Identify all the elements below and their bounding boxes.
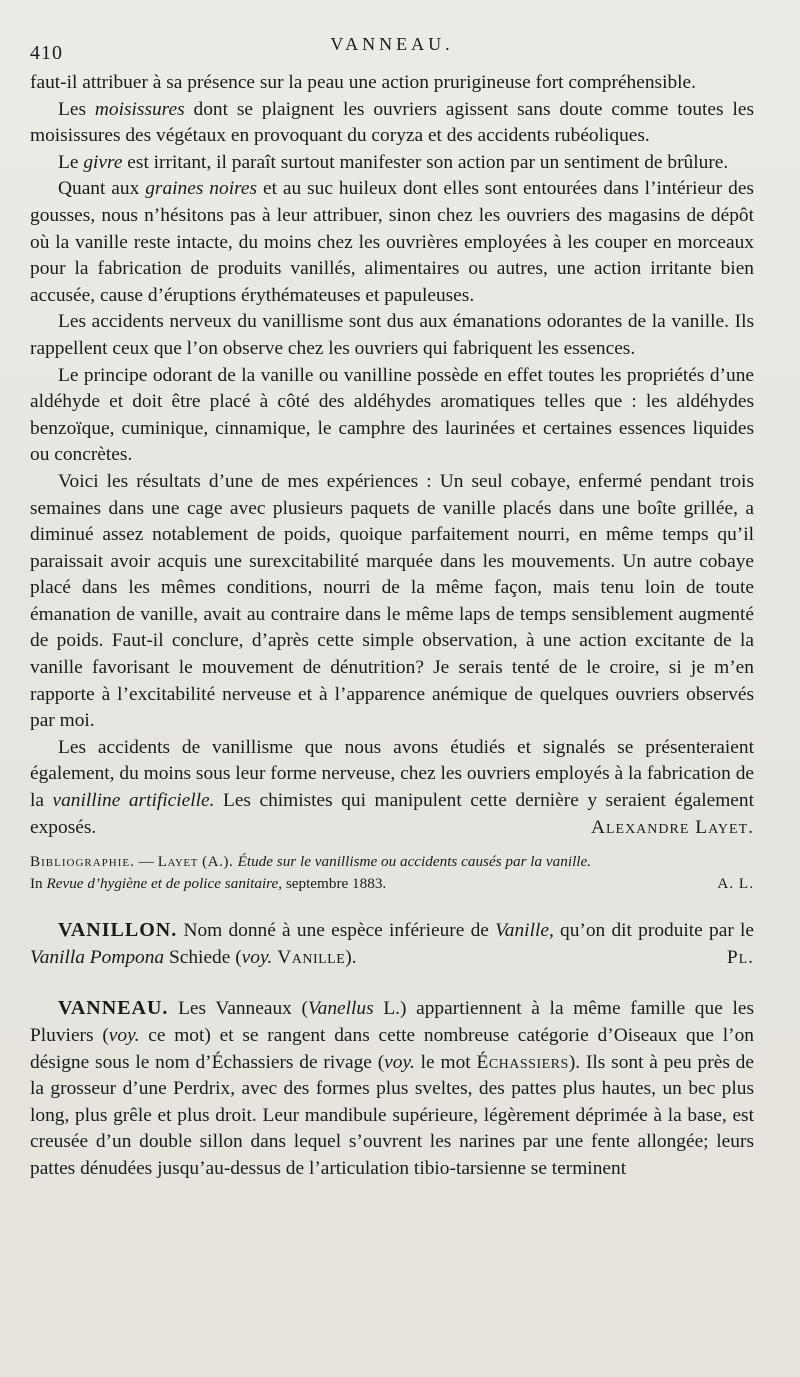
- term-vanille: Vanille,: [495, 920, 554, 942]
- term-vanilline-artificielle: vanilline artificielle.: [52, 790, 215, 812]
- text-run: Schiede (: [164, 946, 242, 968]
- bibliography: [30, 851, 754, 895]
- bibliography-initials: A. L.: [717, 875, 754, 893]
- entry-vanillon: [30, 917, 754, 971]
- paragraph-text: faut-il attribuer à sa présence sur la peau une action prurigineuse fort compréhensible.: [30, 72, 697, 93]
- text-run: ce mot) et se rangent dans cette nombreuse catégorie d’Oiseaux que l’on désigne sous le nom d’Échassiers de rivage (: [30, 1025, 754, 1073]
- term-voy: voy.: [384, 1051, 415, 1073]
- text-run: Nom donné à une espèce inférieure de: [177, 920, 496, 942]
- paragraph-accidents-nerveux: Les accidents nerveux du vanillisme sont dus aux émanations odorantes de la vanille. Ils rappellent ceux que l’on observe chez les ouvriers qui fabriquent les essences.: [30, 311, 754, 359]
- paragraph-experiences: Voici les résultats d’une de mes expériences : Un seul cobaye, enfermé pendant trois semaines dans une cage avec plusieurs paquets de vanille placés dans une boîte grillée, a diminué assez notablement de poids, quoique parfaitement nourri, en même temps qu’il paraissait avoir acquis une surexcitabilité marquée dans les mouvements. Un autre cobaye placé dans les mêmes conditions, nourri de la même façon, mais tenu loin de toute émanation de vanille, avait au contraire dans le même laps de temps sensiblement augmenté de poids. Faut-il conclure, d’après cette simple observation, à une action excitante de la vanille favorisant le mouvement de dénutrition? Je serais tenté de le croire, si je m’en rapporte à l’excitabilité nerveuse et à l’apparence anémique de quelques ouvriers observés par moi.: [30, 470, 754, 732]
- bibliography-label: Bibliographie.: [30, 853, 135, 871]
- text-run: est irritant, il paraît surtout manifester son action par un sentiment de brûlure.: [122, 151, 729, 173]
- paragraph-continuation: [30, 70, 754, 97]
- headword-vanneau: VANNEAU.: [58, 997, 169, 1020]
- author-signature: Alexandre Layet.: [590, 816, 754, 838]
- text-run: Le: [58, 151, 84, 173]
- text-run: ). Ils sont à peu près de la grosseur d’une Perdrix, avec des formes plus sveltes, des pattes plus hautes, un bec plus long, plus grêle et plus droit. Leur mandibule supérieure, légèrement déprimée à la base, est creusée d’un double sillon dans lequel s’ouvrent les narines par une fente allongée; leurs pattes dénudées jusqu’au-dessus de l’articulation tibio-tarsienne se terminent: [30, 1051, 754, 1179]
- text-run: dont se plaignent les ouvriers agissent sans doute comme toutes les moisissures des végétaux en provoquant du coryza et des accidents rubéoliques.: [30, 98, 754, 147]
- paragraph-moisissures: [30, 97, 754, 150]
- paragraph-vanilline: [30, 735, 754, 841]
- bibliography-title: Étude sur le vanillisme ou accidents causés par la vanille.: [237, 853, 592, 871]
- bibliography-journal: Revue d’hygiène et de police sanitaire: [46, 875, 279, 893]
- term-vanellus: Vanellus: [307, 998, 374, 1020]
- text-run: et au suc huileux dont elles sont entourées dans l’intérieur des gousses, nous n’hésitons pas à leur attribuer, sinon chez les ouvriers des magasins de dépôt où la vanille reste intacte, du moins chez les ouvrières employées à les couper en morceaux pour la fabrication de produits vanillés, alimentaires ou autres, une action irritante bien accusée, cause d’éruptions érythémateuses et papuleuses.: [30, 178, 754, 306]
- entry-author: Pl.: [726, 946, 754, 968]
- paragraph-principe-odorant: Le principe odorant de la vanille ou vanilline possède en effet toutes les propriétés d’une aldéhyde et doit être placé à côté des aldéhydes aromatiques telles que : les aldéhydes benzoïque, cuminique, cinnamique, le camphre des laurinées et certaines essences liquides ou concrètes.: [30, 364, 754, 466]
- text-run: Les: [58, 98, 95, 120]
- cross-reference-echassiers: Échassiers: [476, 1051, 569, 1073]
- headword-vanillon: VANILLON.: [58, 919, 178, 942]
- bibliography-date: , septembre 1883.: [278, 875, 387, 893]
- text-run: —: [134, 853, 158, 871]
- running-title: VANNEAU.: [330, 34, 454, 54]
- term-graines-noires: graines noires: [145, 178, 258, 200]
- text-run: Les chimistes qui manipulent cette dernière y seraient également exposés.: [30, 790, 754, 838]
- text-run: qu’on dit produite par le: [553, 920, 754, 942]
- text-run: In: [30, 875, 47, 893]
- term-moisissures: moisissures: [94, 98, 185, 120]
- article-body: [30, 70, 754, 841]
- text-run: le mot: [414, 1051, 477, 1073]
- page-header: [30, 28, 754, 70]
- text-run: Quant aux: [58, 178, 146, 200]
- text-run: ).: [345, 946, 357, 968]
- page-number: 410: [30, 42, 63, 64]
- paragraph-vanillon: [30, 917, 754, 971]
- term-voy: voy.: [108, 1025, 140, 1046]
- entry-vanneau: [30, 995, 754, 1182]
- text-run: Les Vanneaux (: [168, 998, 308, 1020]
- paragraph-givre: [30, 150, 754, 177]
- paragraph-vanneau: [30, 995, 754, 1182]
- term-givre: givre: [83, 151, 123, 173]
- paragraph-graines: [30, 176, 754, 309]
- term-voy: voy.: [241, 946, 273, 968]
- text-run: Les accidents de vanillisme que nous avons étudiés et signalés se présenteraient également, du moins sous leur forme nerveuse, chez les ouvriers employés à la fabrication de la: [30, 736, 754, 812]
- term-vanilla-pompona: Vanilla Pompona: [30, 946, 165, 968]
- text-run: L.) appartiennent à la même famille que les Pluviers (: [30, 998, 754, 1046]
- cross-reference-vanille: Vanille: [277, 946, 346, 968]
- bibliography-author: Layet (A.).: [157, 853, 238, 871]
